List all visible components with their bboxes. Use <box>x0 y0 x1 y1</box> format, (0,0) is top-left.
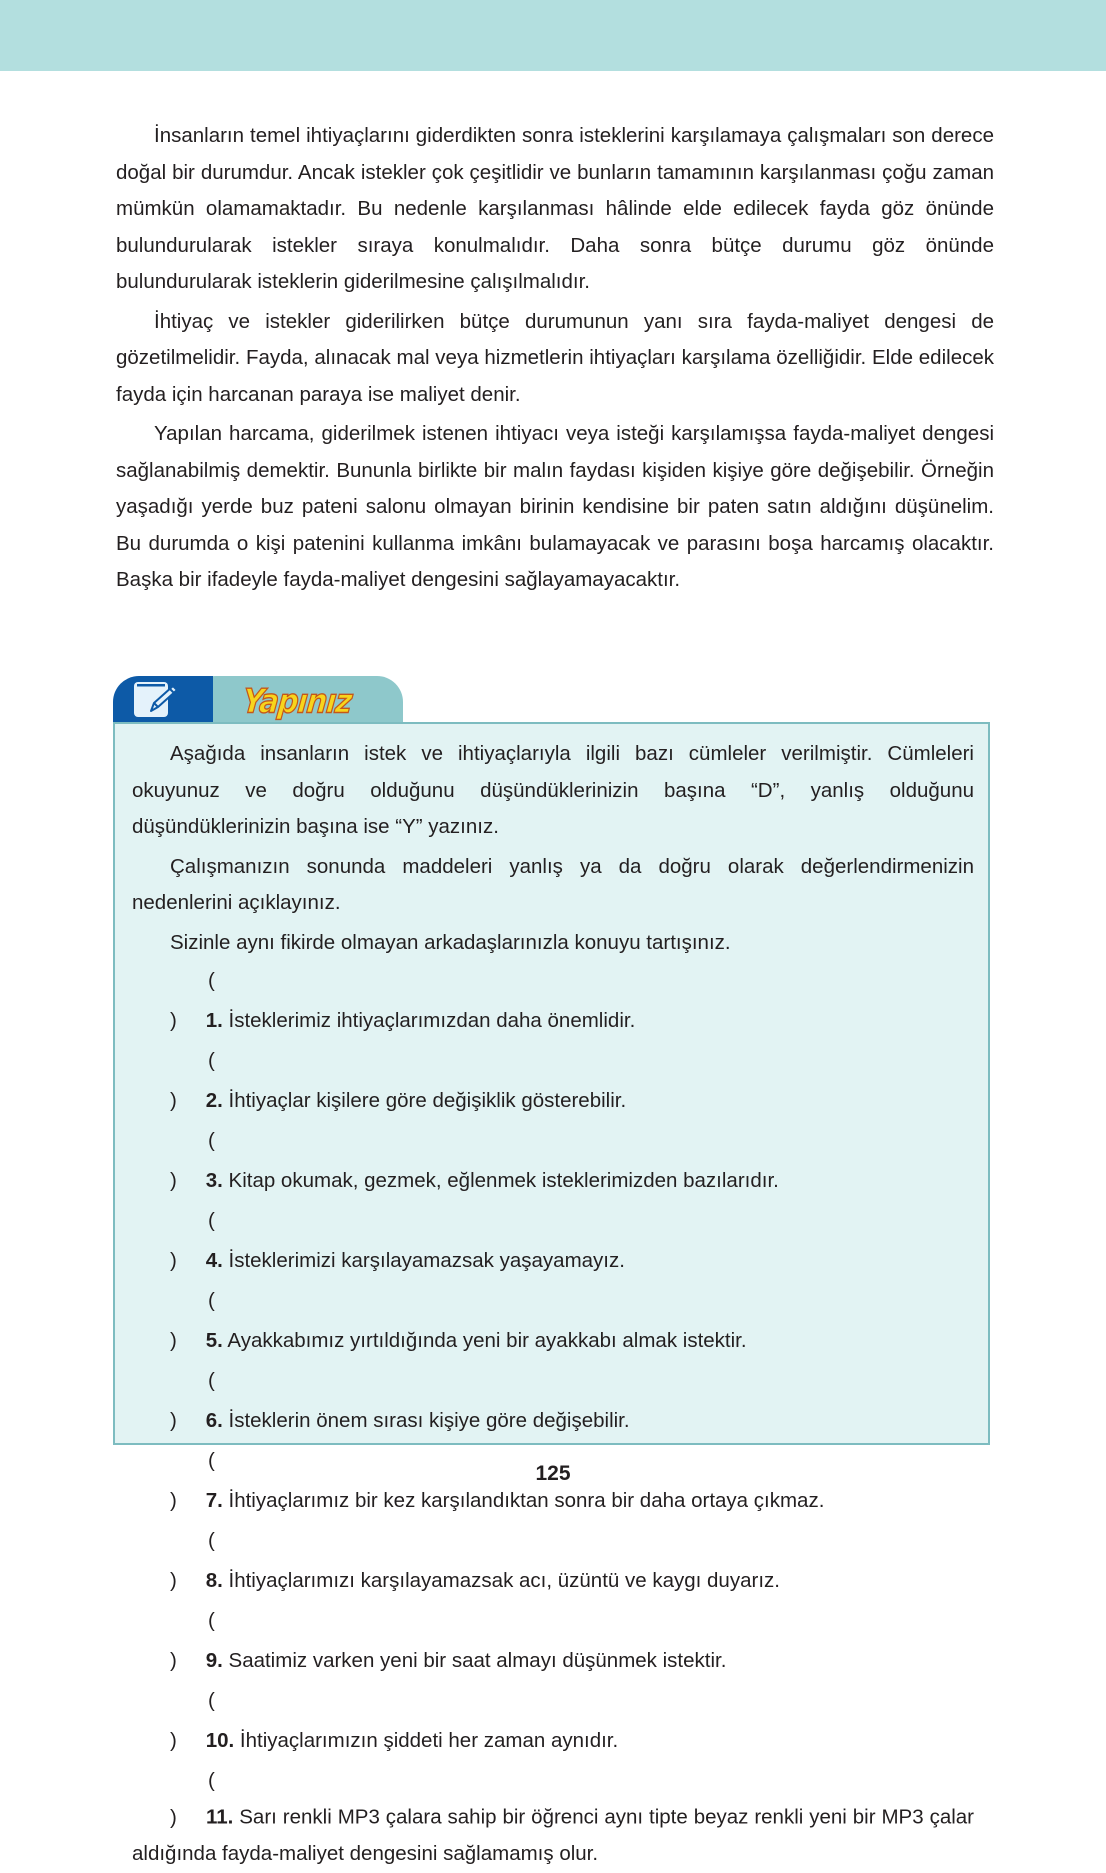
statement-text: Kitap okumak, gezmek, eğlenmek isteklerimizden bazılarıdır. <box>228 1169 779 1192</box>
statement-text: İsteklerimiz ihtiyaçlarımızdan daha önemlidir. <box>228 1009 636 1032</box>
statement-text: İhtiyaçlar kişilere göre değişiklik gösterebilir. <box>228 1089 627 1112</box>
activity-content <box>132 736 974 1873</box>
statement-item <box>132 1121 974 1201</box>
answer-blank[interactable]: ( ) <box>170 1129 215 1192</box>
paragraph-3: Yapılan harcama, giderilmek istenen ihtiyacı veya isteği karşılamışsa fayda-maliyet dengesi sağlanabilmiş demektir. Bununla birlikte bir malın faydası kişiden kişiye göre değişebilir. Örneğin yaşadığı yerde buz pateni salonu olmayan birinin kendisine bir paten satın aldığını düşünelim. Bu durumda o kişi patenini kullanma imkânı bulamayacak ve parasını boşa harcamış olacaktır. Başka bir ifadeyle fayda-maliyet dengesini sağlayamayacaktır. <box>116 422 994 591</box>
statement-item <box>132 1041 974 1121</box>
instruction-1: Aşağıda insanların istek ve ihtiyaçlarıyla ilgili bazı cümleler verilmiştir. Cümleleri okuyunuz ve doğru olduğunu düşündüklerinizin başına “D”, yanlış olduğunu düşündüklerinizin başına ise “Y” yazınız. <box>132 742 974 838</box>
answer-blank[interactable]: ( ) <box>170 1529 215 1592</box>
answer-blank[interactable]: ( ) <box>170 1049 215 1112</box>
header-band <box>0 0 1106 71</box>
answer-blank[interactable]: ( ) <box>170 1609 215 1672</box>
statement-text: İhtiyaçlarımızı karşılayamazsak acı, üzüntü ve kaygı duyarız. <box>228 1569 780 1592</box>
statement-list <box>132 961 974 1873</box>
page-number: 125 <box>535 1462 571 1485</box>
statement-text: Sarı renkli MP3 çalara sahip bir öğrenci aynı tipte beyaz renkli yeni bir MP3 çalar aldığında fayda-maliyet dengesini sağlamamış olur. <box>132 1805 974 1865</box>
statement-item <box>132 1281 974 1361</box>
statement-text: Ayakkabımız yırtıldığında yeni bir ayakkabı almak istektir. <box>227 1329 747 1352</box>
answer-blank[interactable]: ( ) <box>170 1769 215 1829</box>
statement-text: İhtiyaçlarımız bir kez karşılandıktan sonra bir daha ortaya çıkmaz. <box>228 1489 825 1512</box>
statement-number: 8. <box>205 1569 223 1592</box>
statement-number: 2. <box>205 1089 223 1112</box>
statement-number: 10. <box>205 1729 235 1752</box>
answer-blank[interactable]: ( ) <box>170 1369 215 1432</box>
note-pencil-icon <box>133 681 181 719</box>
statement-text: Saatimiz varken yeni bir saat almayı düşünmek istektir. <box>228 1649 727 1672</box>
statement-number: 11. <box>205 1805 234 1829</box>
statement-number: 5. <box>205 1329 223 1352</box>
answer-blank[interactable]: ( ) <box>170 1689 215 1752</box>
statement-item <box>132 961 974 1041</box>
instruction-2: Çalışmanızın sonunda maddeleri yanlış ya da doğru olarak değerlendirmenizin nedenlerini açıklayınız. <box>132 854 974 914</box>
instruction-3: Sizinle aynı fikirde olmayan arkadaşlarınızla konuyu tartışınız. <box>170 930 731 954</box>
statement-item <box>132 1361 974 1441</box>
statement-text: İhtiyaçlarımızın şiddeti her zaman aynıdır. <box>239 1729 619 1752</box>
statement-item <box>132 1521 974 1601</box>
statement-text: İsteklerin önem sırası kişiye göre değişebilir. <box>228 1409 630 1432</box>
answer-blank[interactable]: ( ) <box>170 1449 215 1512</box>
answer-blank[interactable]: ( ) <box>170 1209 215 1272</box>
statement-number: 7. <box>205 1489 223 1512</box>
paragraph-1: İnsanların temel ihtiyaçlarını giderdikten sonra isteklerini karşılamaya çalışmaları son derece doğal bir durumdur. Ancak istekler çok çeşitlidir ve bunların tamamının karşılanması çoğu zaman mümkün olamamaktadır. Bu nedenle karşılanması hâlinde elde edilecek fayda göz önünde bulundurularak istekler sıraya konulmalıdır. Daha sonra bütçe durumu göz önünde bulundurularak isteklerin giderilmesine çalışılmalıdır. <box>116 124 994 293</box>
paragraph-2: İhtiyaç ve istekler giderilirken bütçe durumunun yanı sıra fayda-maliyet dengesi de gözetilmelidir. Fayda, alınacak mal veya hizmetlerin ihtiyaçları karşılama özelliğidir. Elde edilecek fayda için harcanan paraya ise maliyet denir. <box>116 309 994 406</box>
statement-item <box>132 1601 974 1681</box>
statement-number: 1. <box>205 1009 223 1032</box>
statement-number: 3. <box>205 1169 223 1192</box>
answer-blank[interactable]: ( ) <box>170 969 215 1032</box>
statement-item <box>132 1681 974 1761</box>
statement-number: 4. <box>205 1249 223 1272</box>
answer-blank[interactable]: ( ) <box>170 1289 215 1352</box>
activity-title: Yapınız <box>240 681 354 721</box>
statement-number: 6. <box>205 1409 223 1432</box>
statement-text: İsteklerimizi karşılayamazsak yaşayamayız. <box>228 1249 625 1272</box>
statement-item <box>132 1201 974 1281</box>
statement-item <box>132 1763 974 1873</box>
body-text <box>116 118 994 602</box>
statement-number: 9. <box>205 1649 223 1672</box>
